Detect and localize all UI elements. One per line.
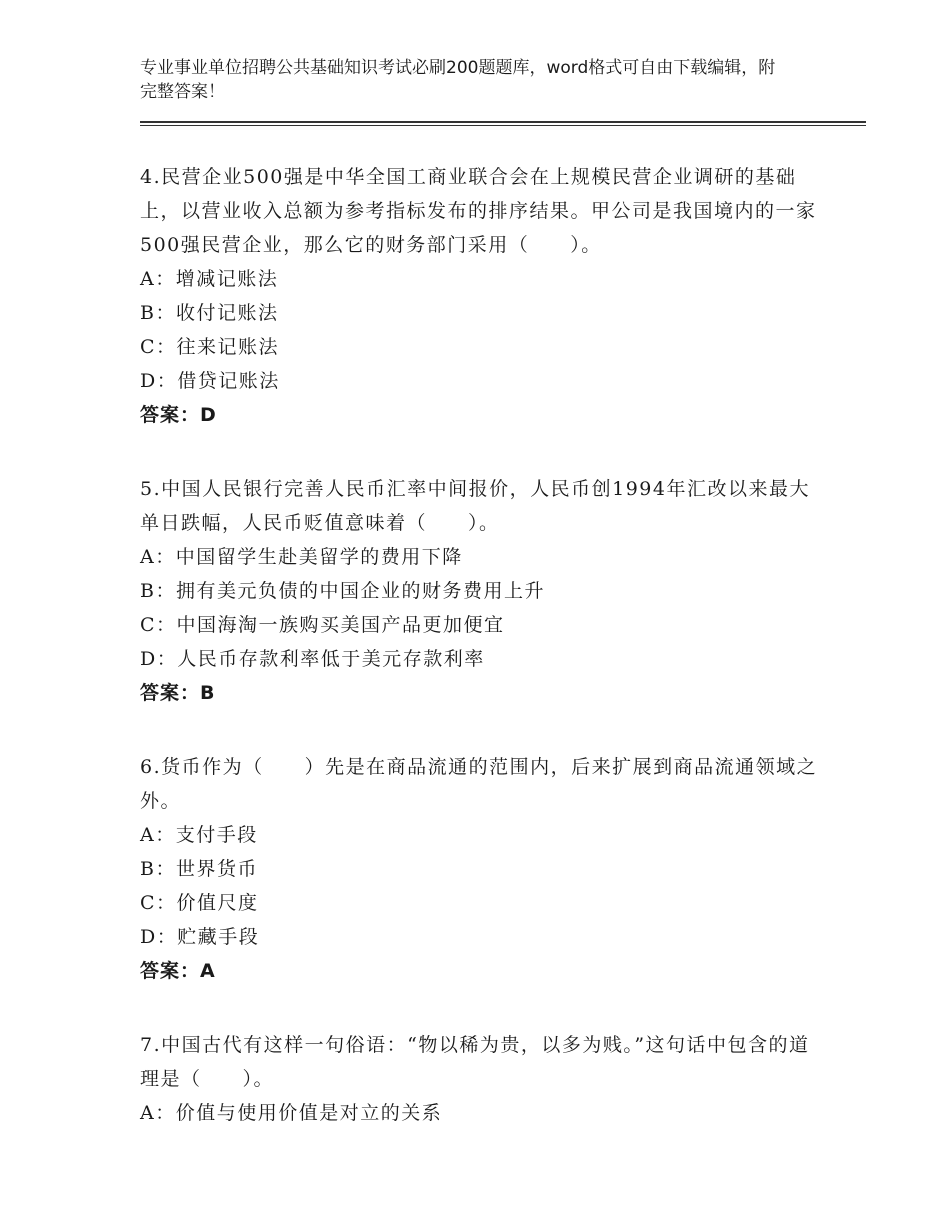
- header-rule-thick: [140, 121, 866, 123]
- question-stem: 7.中国古代有这样一句俗语：“物以稀为贵，以多为贱。”这句话中包含的道理是（ ）。: [140, 1034, 810, 1090]
- option-b: B：世界货币: [140, 858, 258, 880]
- option-c: C：往来记账法: [140, 336, 280, 358]
- question-stem: 5.中国人民银行完善人民币汇率中间报价，人民币创1994年汇改以来最大单日跌幅，人民币贬值意味着（ ）。: [140, 478, 810, 534]
- answer-line: 答案：A: [140, 960, 216, 982]
- question-4: [140, 160, 820, 432]
- question-7: [140, 1028, 820, 1130]
- option-b: B：拥有美元负债的中国企业的财务费用上升: [140, 580, 545, 602]
- page-header: 专业事业单位招聘公共基础知识考试必刷200题题库，word格式可自由下载编辑，附完整答案！: [140, 58, 776, 102]
- question-5: [140, 472, 820, 710]
- answer-line: 答案：D: [140, 404, 217, 426]
- option-d: D：人民币存款利率低于美元存款利率: [140, 648, 485, 670]
- option-d: D：借贷记账法: [140, 370, 280, 392]
- question-6: [140, 750, 820, 988]
- option-a: A：中国留学生赴美留学的费用下降: [140, 546, 463, 568]
- option-b: B：收付记账法: [140, 302, 279, 324]
- question-stem: 4.民营企业500强是中华全国工商业联合会在上规模民营企业调研的基础上，以营业收入总额为参考指标发布的排序结果。甲公司是我国境内的一家500强民营企业，那么它的财务部门采用（ ）。: [140, 166, 817, 256]
- option-a: A：支付手段: [140, 824, 258, 846]
- question-list: [140, 160, 820, 1170]
- question-stem: 6.货币作为（ ）先是在商品流通的范围内，后来扩展到商品流通领域之外。: [140, 756, 818, 812]
- option-a: A：价值与使用价值是对立的关系: [140, 1102, 443, 1124]
- header-rule-thin: [140, 125, 866, 126]
- option-a: A：增减记账法: [140, 268, 279, 290]
- option-d: D：贮藏手段: [140, 926, 260, 948]
- option-c: C：价值尺度: [140, 892, 259, 914]
- answer-line: 答案：B: [140, 682, 216, 704]
- option-c: C：中国海淘一族购买美国产品更加便宜: [140, 614, 505, 636]
